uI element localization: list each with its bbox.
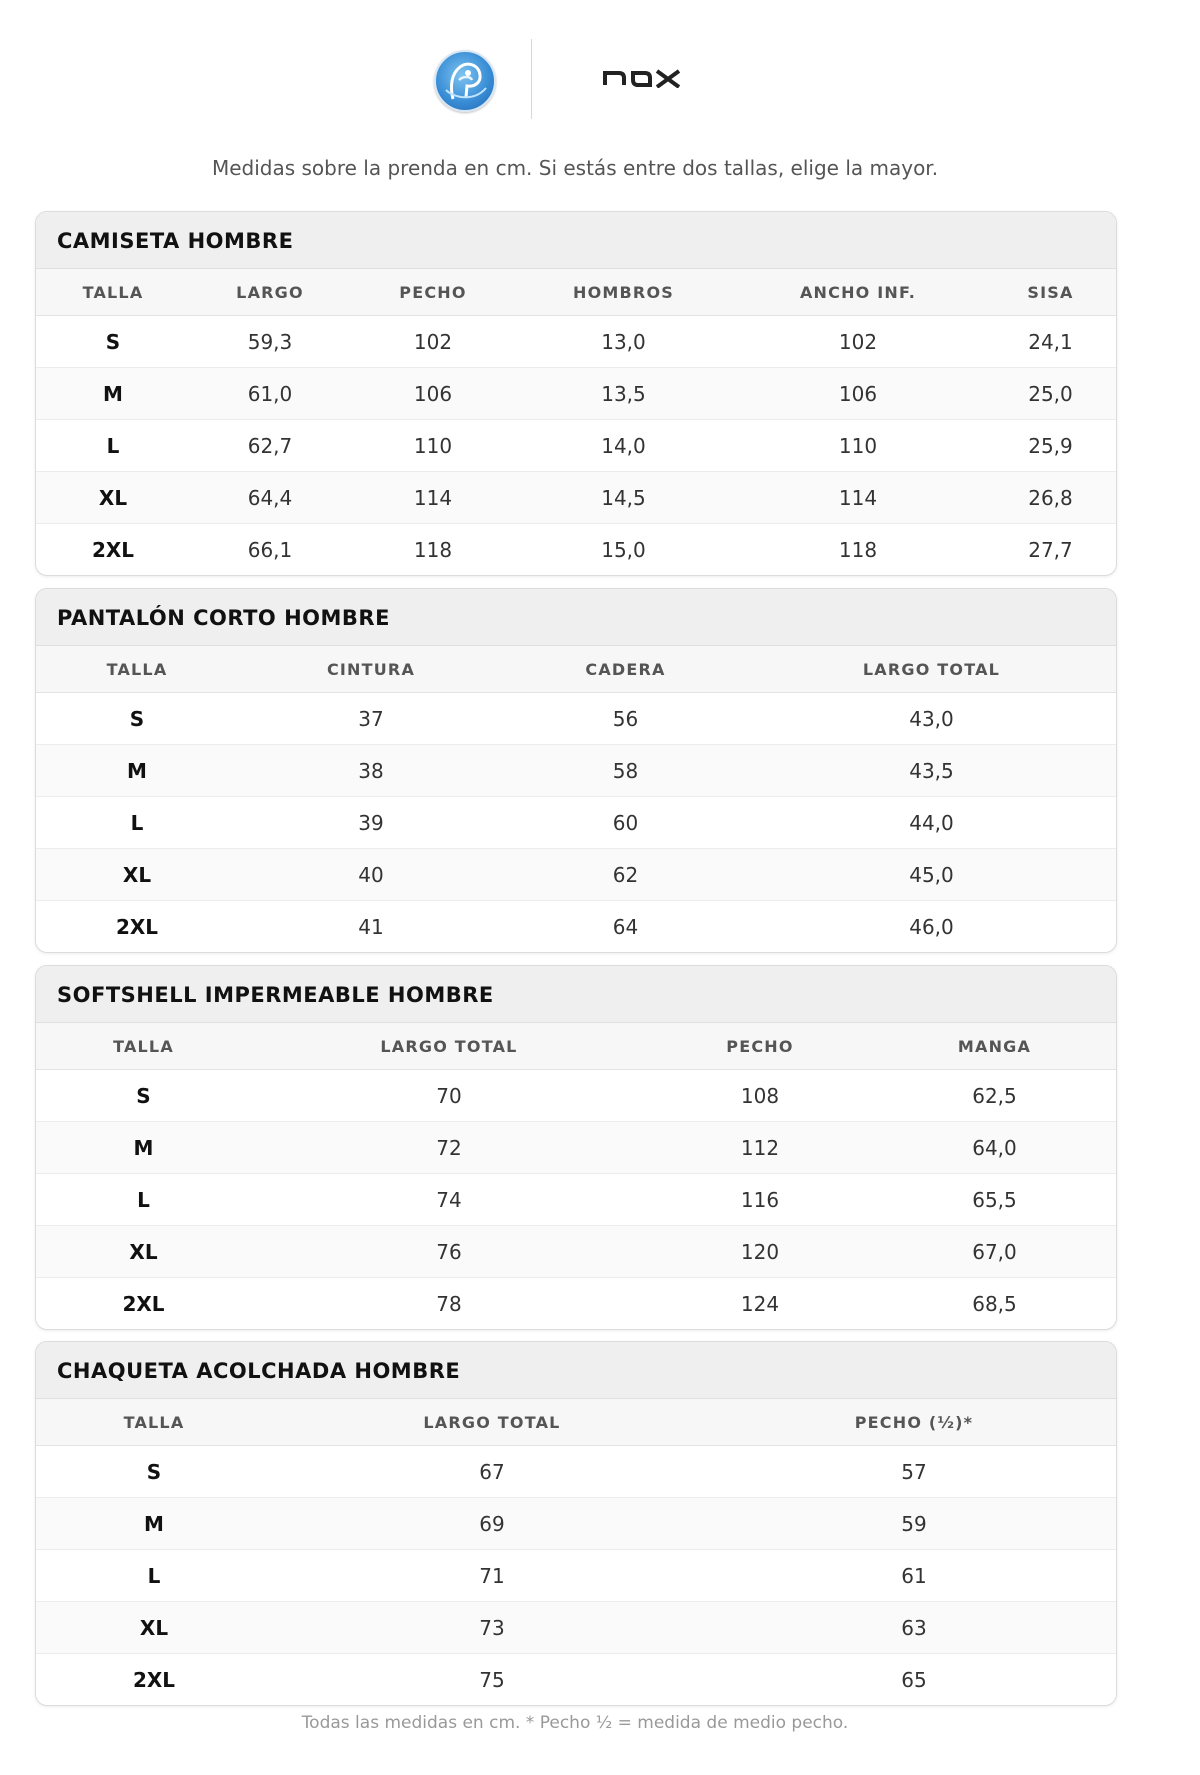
value-cell: 118 — [838, 537, 878, 562]
value-cell: 65 — [901, 1667, 927, 1692]
column-header: TALLA — [36, 646, 238, 693]
table-row — [36, 797, 1116, 849]
value-cell: 76 — [251, 1226, 647, 1278]
size-cell: L — [36, 1550, 272, 1602]
value-cell: 61,0 — [190, 368, 350, 420]
value-cell: 15,0 — [601, 537, 646, 562]
column-header: LARGO — [190, 269, 350, 316]
header-divider — [531, 39, 532, 119]
value-cell: 78 — [436, 1291, 462, 1316]
table-title: CHAQUETA ACOLCHADA HOMBRE — [36, 1342, 1116, 1399]
size-cell: S — [36, 316, 190, 368]
value-cell: 37 — [238, 693, 504, 745]
value-cell: 106 — [731, 368, 985, 420]
size-table-pantalon — [35, 588, 1117, 953]
size-cell: M — [36, 1498, 272, 1550]
value-cell: 69 — [272, 1498, 712, 1550]
size-cell: M — [36, 368, 190, 420]
table-row — [36, 1498, 1116, 1550]
table-row — [36, 1174, 1116, 1226]
value-cell: 114 — [731, 472, 985, 524]
value-cell: 124 — [740, 1291, 780, 1316]
value-cell: 44,0 — [747, 797, 1116, 849]
column-header: HOMBROS — [516, 269, 731, 316]
table-title: SOFTSHELL IMPERMEABLE HOMBRE — [36, 966, 1116, 1023]
table-row — [36, 316, 1116, 368]
table-row — [36, 1122, 1116, 1174]
value-cell: 59 — [712, 1498, 1116, 1550]
value-cell: 27,7 — [1028, 537, 1073, 562]
value-cell: 120 — [647, 1226, 873, 1278]
size-cell: 2XL — [122, 1291, 165, 1316]
value-cell: 116 — [647, 1174, 873, 1226]
size-table-chaqueta — [35, 1341, 1117, 1706]
table-title: PANTALÓN CORTO HOMBRE — [36, 589, 1116, 646]
value-cell: 45,0 — [747, 849, 1116, 901]
column-header: LARGO TOTAL — [747, 646, 1116, 693]
value-cell: 106 — [350, 368, 516, 420]
value-cell: 62,7 — [190, 420, 350, 472]
value-cell: 43,0 — [747, 693, 1116, 745]
value-cell: 59,3 — [190, 316, 350, 368]
padel-club-logo-icon — [434, 50, 496, 112]
size-cell: L — [36, 1174, 251, 1226]
table-row — [36, 1550, 1116, 1602]
value-cell: 62,5 — [873, 1070, 1116, 1122]
value-cell: 114 — [350, 472, 516, 524]
table-row — [36, 849, 1116, 901]
measurement-footnote: Todas las medidas en cm. * Pecho ½ = medida de medio pecho. — [301, 1713, 849, 1733]
value-cell: 75 — [479, 1667, 505, 1692]
size-cell: 2XL — [132, 1667, 176, 1692]
column-header: CINTURA — [238, 646, 504, 693]
table-row — [36, 420, 1116, 472]
value-cell: 73 — [272, 1602, 712, 1654]
size-table — [36, 269, 1116, 575]
column-header: TALLA — [36, 269, 190, 316]
size-table — [36, 1399, 1116, 1705]
table-row — [36, 1278, 1116, 1330]
size-cell: XL — [36, 472, 190, 524]
column-header: SISA — [985, 269, 1116, 316]
column-header: CADERA — [504, 646, 747, 693]
value-cell: 70 — [251, 1070, 647, 1122]
size-cell: XL — [36, 1602, 272, 1654]
value-cell: 13,0 — [516, 316, 731, 368]
value-cell: 64,4 — [190, 472, 350, 524]
value-cell: 25,0 — [985, 368, 1116, 420]
size-cell: 2XL — [115, 914, 159, 939]
size-cell: S — [36, 1446, 272, 1498]
table-row — [36, 1654, 1116, 1706]
table-row — [36, 745, 1116, 797]
size-table-camiseta — [35, 211, 1117, 576]
value-cell: 74 — [251, 1174, 647, 1226]
size-advice-subtitle: Medidas sobre la prenda en cm. Si estás entre dos tallas, elige la mayor. — [211, 156, 939, 180]
column-header: TALLA — [36, 1399, 272, 1446]
value-cell: 62 — [504, 849, 747, 901]
value-cell: 26,8 — [985, 472, 1116, 524]
column-header: PECHO — [350, 269, 516, 316]
value-cell: 66,1 — [247, 537, 293, 562]
size-cell: L — [36, 420, 190, 472]
size-cell: 2XL — [91, 537, 135, 562]
value-cell: 56 — [504, 693, 747, 745]
size-cell: M — [36, 1122, 251, 1174]
value-cell: 67,0 — [873, 1226, 1116, 1278]
value-cell: 112 — [647, 1122, 873, 1174]
value-cell: 24,1 — [985, 316, 1116, 368]
value-cell: 64,0 — [873, 1122, 1116, 1174]
column-header: LARGO TOTAL — [251, 1023, 647, 1070]
value-cell: 25,9 — [985, 420, 1116, 472]
value-cell: 108 — [647, 1070, 873, 1122]
table-row — [36, 472, 1116, 524]
column-header: PECHO — [647, 1023, 873, 1070]
table-row — [36, 693, 1116, 745]
size-cell: XL — [36, 849, 238, 901]
value-cell: 39 — [238, 797, 504, 849]
column-header: ANCHO INF. — [731, 269, 985, 316]
value-cell: 118 — [413, 537, 453, 562]
value-cell: 67 — [272, 1446, 712, 1498]
column-header: TALLA — [36, 1023, 251, 1070]
value-cell: 72 — [251, 1122, 647, 1174]
table-row — [36, 901, 1116, 953]
value-cell: 60 — [504, 797, 747, 849]
value-cell: 110 — [350, 420, 516, 472]
size-cell: S — [36, 1070, 251, 1122]
size-cell: XL — [36, 1226, 251, 1278]
nox-logo — [602, 66, 682, 92]
column-header: PECHO (½)* — [712, 1399, 1116, 1446]
value-cell: 65,5 — [873, 1174, 1116, 1226]
table-title: CAMISETA HOMBRE — [36, 212, 1116, 269]
value-cell: 102 — [731, 316, 985, 368]
value-cell: 40 — [238, 849, 504, 901]
value-cell: 14,5 — [516, 472, 731, 524]
column-header: MANGA — [873, 1023, 1116, 1070]
size-table — [36, 646, 1116, 952]
size-table-softshell — [35, 965, 1117, 1330]
table-row — [36, 1602, 1116, 1654]
value-cell: 68,5 — [972, 1291, 1017, 1316]
column-header: LARGO TOTAL — [272, 1399, 712, 1446]
table-row — [36, 1446, 1116, 1498]
value-cell: 64 — [612, 914, 639, 939]
value-cell: 14,0 — [516, 420, 731, 472]
table-row — [36, 1226, 1116, 1278]
value-cell: 61 — [712, 1550, 1116, 1602]
size-table — [36, 1023, 1116, 1329]
size-cell: L — [36, 797, 238, 849]
table-row — [36, 1070, 1116, 1122]
value-cell: 63 — [712, 1602, 1116, 1654]
value-cell: 41 — [358, 914, 384, 939]
value-cell: 57 — [712, 1446, 1116, 1498]
size-cell: S — [36, 693, 238, 745]
value-cell: 58 — [504, 745, 747, 797]
value-cell: 13,5 — [516, 368, 731, 420]
table-row — [36, 368, 1116, 420]
table-row — [36, 524, 1116, 576]
value-cell: 110 — [731, 420, 985, 472]
brand-header — [0, 38, 1200, 118]
value-cell: 46,0 — [909, 914, 954, 939]
value-cell: 71 — [272, 1550, 712, 1602]
value-cell: 38 — [238, 745, 504, 797]
value-cell: 102 — [350, 316, 516, 368]
size-cell: M — [36, 745, 238, 797]
value-cell: 43,5 — [747, 745, 1116, 797]
